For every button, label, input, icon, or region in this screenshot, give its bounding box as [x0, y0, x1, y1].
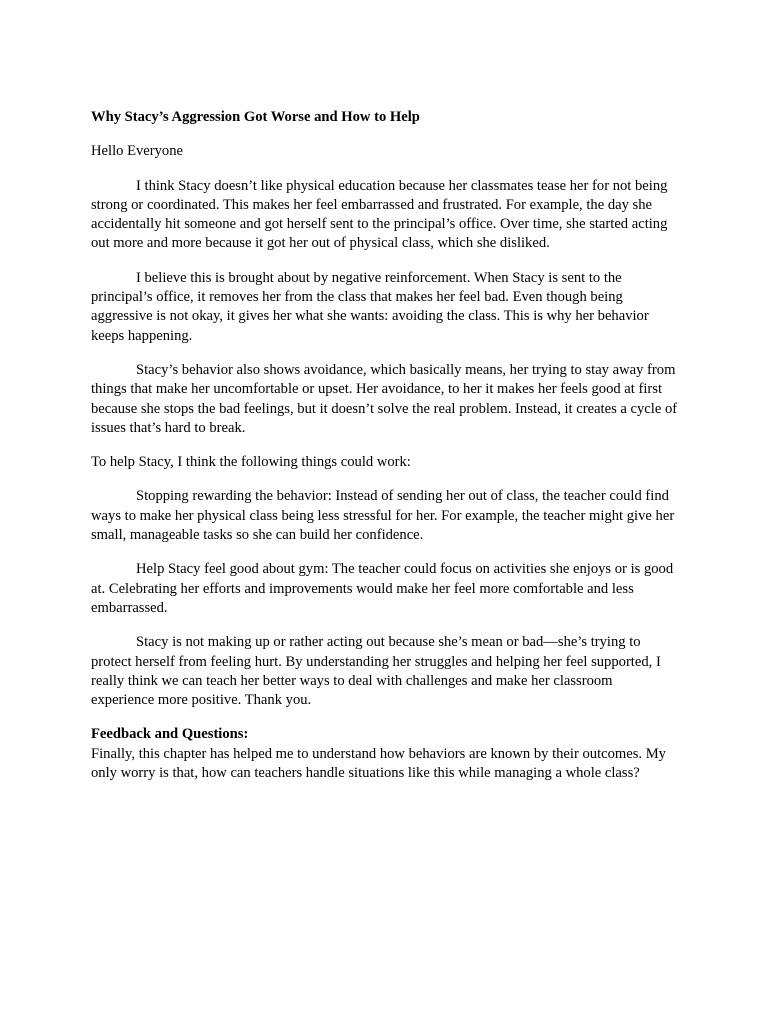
help-intro: To help Stacy, I think the following things could work:	[91, 454, 411, 471]
document-body	[91, 108, 679, 783]
feedback-body: Finally, this chapter has helped me to understand how behaviors are known by their outcomes. My only worry is that, how can teachers handle situations like this while managing a whole class?	[91, 745, 666, 782]
document-title: Why Stacy’s Aggression Got Worse and How to Help	[91, 109, 420, 125]
paragraph-2: I believe this is brought about by negative reinforcement. When Stacy is sent to the principal’s office, it removes her from the class that makes her feel bad. Even though being aggressive is not okay, it gives her what she wants: avoiding the class. This is why her behavior keeps happening.	[91, 269, 649, 344]
help-point-1: Stopping rewarding the behavior: Instead of sending her out of class, the teacher could find ways to make her physical class being less stressful for her. For example, the teacher might give her small, manageable tasks so she can build her confidence.	[91, 488, 675, 544]
paragraph-3: Stacy’s behavior also shows avoidance, which basically means, her trying to stay away from things that make her uncomfortable or upset. Her avoidance, to her it makes her feels good at first because she stops the bad feelings, but it doesn’t solve the real problem. Instead, it creates a cycle of issues that’s hard to break.	[91, 361, 678, 436]
feedback-heading: Feedback and Questions:	[91, 726, 249, 743]
paragraph-1: I think Stacy doesn’t like physical education because her classmates tease her for not being strong or coordinated. This makes her feel embarrassed and frustrated. For example, the day she accidentally hit someone and got herself sent to the principal’s office. Over time, she started acting out more and more because it got her out of physical class, which she disliked.	[91, 177, 668, 252]
closing-paragraph: Stacy is not making up or rather acting out because she’s mean or bad—she’s trying to protect herself from feeling hurt. By understanding her struggles and helping her feel supported, I really think we can teach her better ways to deal with challenges and make her classroom experience more positive. Thank you.	[91, 634, 661, 709]
help-point-2: Help Stacy feel good about gym: The teacher could focus on activities she enjoys or is good at. Celebrating her efforts and improvements would make her feel more comfortable and less embarrassed.	[91, 561, 674, 616]
greeting: Hello Everyone	[91, 143, 183, 160]
